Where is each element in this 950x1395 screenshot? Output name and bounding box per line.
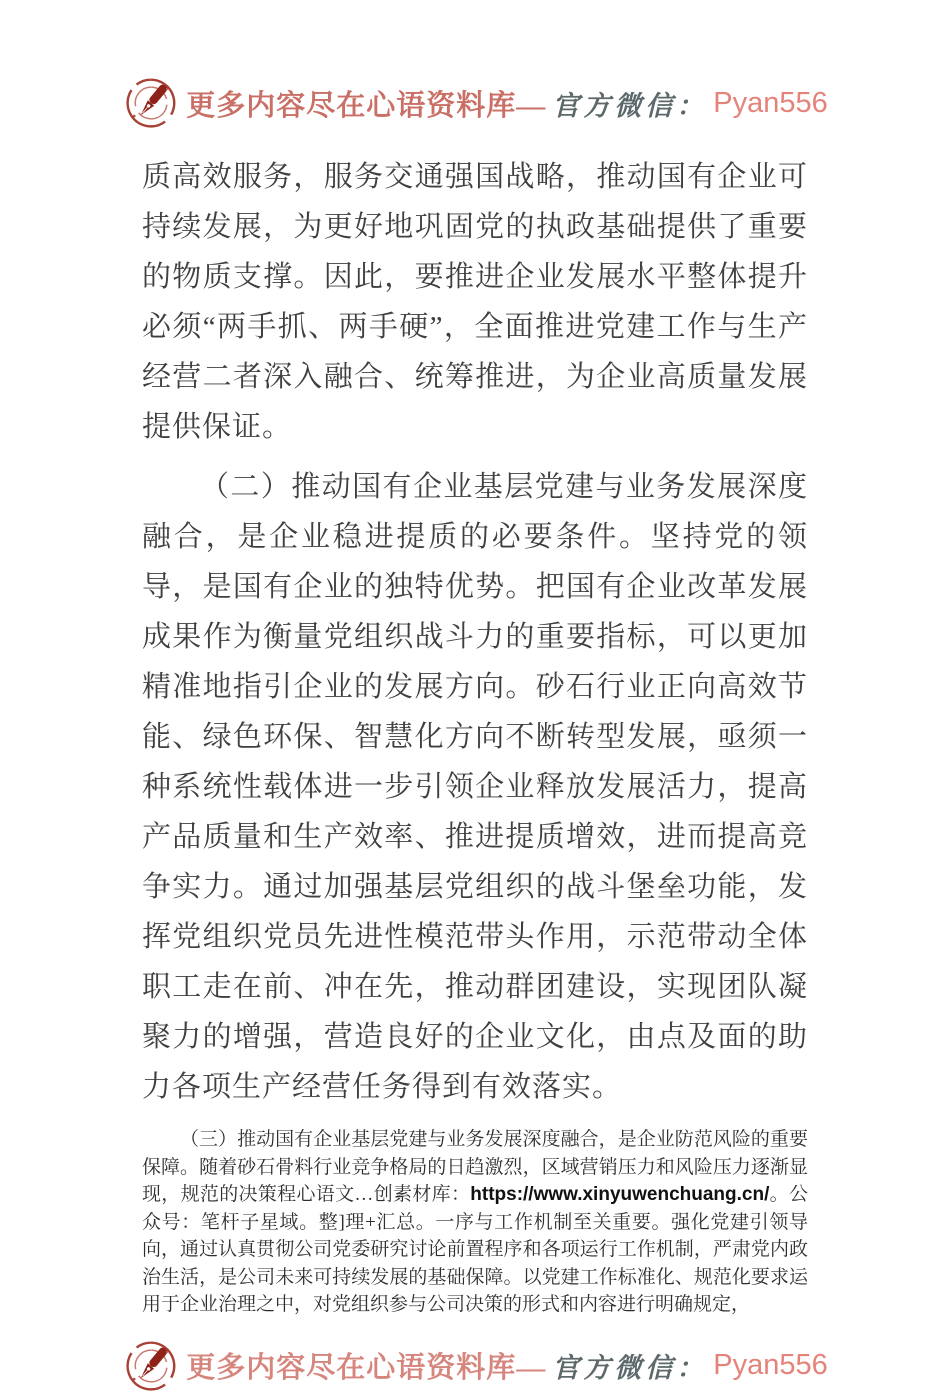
document-body: [142, 152, 808, 1319]
header-banner: [0, 0, 950, 132]
pen-logo-icon: [122, 1337, 180, 1395]
paragraph-2: （二）推动国有企业基层党建与业务发展深度融合，是企业稳进提质的必要条件。坚持党的领导，是国有企业的独特优势。把国有企业改革发展成果作为衡量党组织战斗力的重要指标，可以更加精准地指引企业的发展方向。砂石行业正向高效节能、绿色环保、智慧化方向不断转型发展，亟须一种系统性载体进一步引领企业释放发展活力，提高产品质量和生产效率、推进提质增效，进而提高竞争实力。通过加强基层党组织的战斗堡垒功能，发挥党组织党员先进性模范带头作用，示范带动全体职工走在前、冲在先，推动群团建设，实现团队凝聚力的增强，营造良好的企业文化，由点及面的助力各项生产经营任务得到有效落实。: [142, 471, 808, 1103]
paragraph-3: [142, 1126, 808, 1319]
wechat-id: Pyan556: [713, 1349, 828, 1381]
paragraph-1: 质高效服务，服务交通强国战略，推动国有企业可持续发展，为更好地巩固党的执政基础提供了重要的物质支撑。因此，要推进企业发展水平整体提升必须“两手抓、两手硬”，全面推进党建工作与生产经营二者深入融合、统筹推进，为企业高质量发展提供保证。: [142, 161, 808, 443]
wechat-id: Pyan556: [713, 86, 828, 119]
pen-logo-icon: [122, 74, 180, 132]
paragraph-3-text-after: 。公众号：笔杆子星域。整]理+汇总。一序与工作机制至关重要。强化党建引领导向，通过认真贯彻公司党委研究讨论前置程序和各项运行工作机制，严肃党内政治生活，是公司未来可持续发展的基础保障。以党建工作标准化、规范化要求运用于企业治理之中，对党组织参与公司决策的形式和内容进行明确规定，: [142, 1184, 808, 1315]
wechat-label: 官方微信：: [552, 1353, 708, 1383]
brand-text: 更多内容尽在心语资料库—: [186, 89, 547, 122]
watermark-url-link[interactable]: https://www.xinyuwenchuang.cn/: [470, 1184, 770, 1205]
paragraph-3-text-before: （三）推动国有企业基层党建与业务发展深度融合，是企业防范风险的重要保障。随着砂石骨料行业竞争格局的日趋激烈，区域营销压力和风险压力逐渐显现，规范的决策程心语文…创素材库：: [142, 1129, 808, 1205]
brand-text: 更多内容尽在心语资料库—: [186, 1352, 547, 1384]
wechat-label: 官方微信：: [552, 90, 708, 121]
footer-banner: [0, 1319, 950, 1395]
